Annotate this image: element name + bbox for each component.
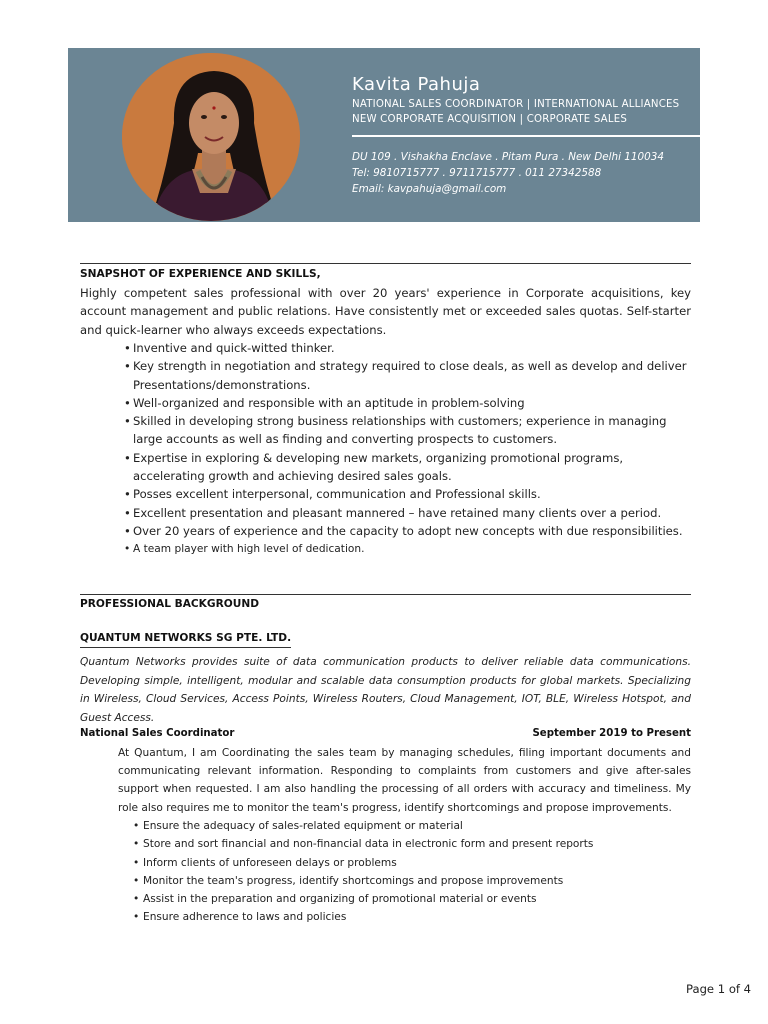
snapshot-summary: Highly competent sales professional with over 20 years' experience in Corporate acquisitions, key account management and public relations. Have consistently met or exceeded sales quotas. Self-starter and quick-learner who always exceeds expectations. bbox=[80, 286, 691, 337]
list-item: • Store and sort financial and non-financial data in electronic form and present reports bbox=[133, 835, 691, 853]
list-item: • Skilled in developing strong business relationships with customers; experience in managing large accounts as well as finding and converting prospects to customers. bbox=[124, 412, 691, 449]
page-number: Page 1 of 4 bbox=[686, 982, 752, 996]
responsibilities-list bbox=[133, 817, 691, 927]
section-divider bbox=[80, 594, 691, 595]
header-divider bbox=[352, 135, 700, 137]
company-name: QUANTUM NETWORKS SG PTE. LTD. bbox=[80, 632, 291, 648]
section-divider bbox=[80, 263, 691, 264]
list-item: • Posses excellent interpersonal, communication and Professional skills. bbox=[124, 485, 691, 503]
list-item: • Excellent presentation and pleasant mannered – have retained many clients over a period. bbox=[124, 504, 691, 522]
list-item: • Inventive and quick-witted thinker. bbox=[124, 339, 691, 357]
role-description: At Quantum, I am Coordinating the sales team by managing schedules, filing important documents and communicating relevant information. Responding to complaints from customers and give after-sales support when requested. I am also handling the processing of all orders with accuracy and timeliness. My role also requires me to monitor the team's progress, identify shortcomings and propose improvements. bbox=[118, 747, 691, 814]
phone: Tel: 9810715777 . 9711715777 . 011 27342588 bbox=[352, 167, 602, 179]
company-description: Quantum Networks provides suite of data communication products to deliver reliable data communications. Developing simple, intelligent, modular and scalable data consumption products for global markets. Specializing in Wireless, Cloud Services, Access Points, Wireless Routers, Cloud Management, IOT, BLE, Wireless Hotspot, and Guest Access. bbox=[80, 656, 691, 724]
address: DU 109 . Vishakha Enclave . Pitam Pura . New Delhi 110034 bbox=[352, 151, 664, 163]
list-item: • Ensure adherence to laws and policies bbox=[133, 908, 691, 926]
role-header bbox=[80, 728, 691, 739]
list-item: • Ensure the adequacy of sales-related equipment or material bbox=[133, 817, 691, 835]
portrait-illustration bbox=[122, 53, 300, 221]
profile-photo bbox=[122, 53, 300, 221]
title-line-1: NATIONAL SALES COORDINATOR | INTERNATIONAL ALLIANCES bbox=[352, 99, 680, 110]
candidate-titles bbox=[352, 97, 679, 127]
role-dates: September 2019 to Present bbox=[532, 728, 691, 739]
list-item: • Monitor the team's progress, identify shortcomings and propose improvements bbox=[133, 872, 691, 890]
role-title: National Sales Coordinator bbox=[80, 728, 235, 739]
list-item: • Key strength in negotiation and strategy required to close deals, as well as develop and deliver Presentations/demonstrations. bbox=[124, 357, 691, 394]
list-item: • Assist in the preparation and organizing of promotional material or events bbox=[133, 890, 691, 908]
list-item: • Expertise in exploring & developing new markets, organizing promotional programs, accelerating growth and achieving desired sales goals. bbox=[124, 449, 691, 486]
background-heading: PROFESSIONAL BACKGROUND bbox=[80, 598, 260, 610]
title-line-2: NEW CORPORATE ACQUISITION | CORPORATE SALES bbox=[352, 114, 628, 125]
skills-list bbox=[124, 339, 691, 559]
email[interactable]: Email: kavpahuja@gmail.com bbox=[352, 183, 507, 195]
contact-info bbox=[352, 149, 664, 197]
list-item: • Over 20 years of experience and the capacity to adopt new concepts with due responsibilities. bbox=[124, 522, 691, 540]
list-item: • Well-organized and responsible with an aptitude in problem-solving bbox=[124, 394, 691, 412]
list-item: • Inform clients of unforeseen delays or problems bbox=[133, 854, 691, 872]
list-item: • A team player with high level of dedication. bbox=[124, 540, 691, 558]
candidate-name: Kavita Pahuja bbox=[352, 74, 481, 95]
snapshot-heading: SNAPSHOT OF EXPERIENCE AND SKILLS, bbox=[80, 268, 321, 280]
